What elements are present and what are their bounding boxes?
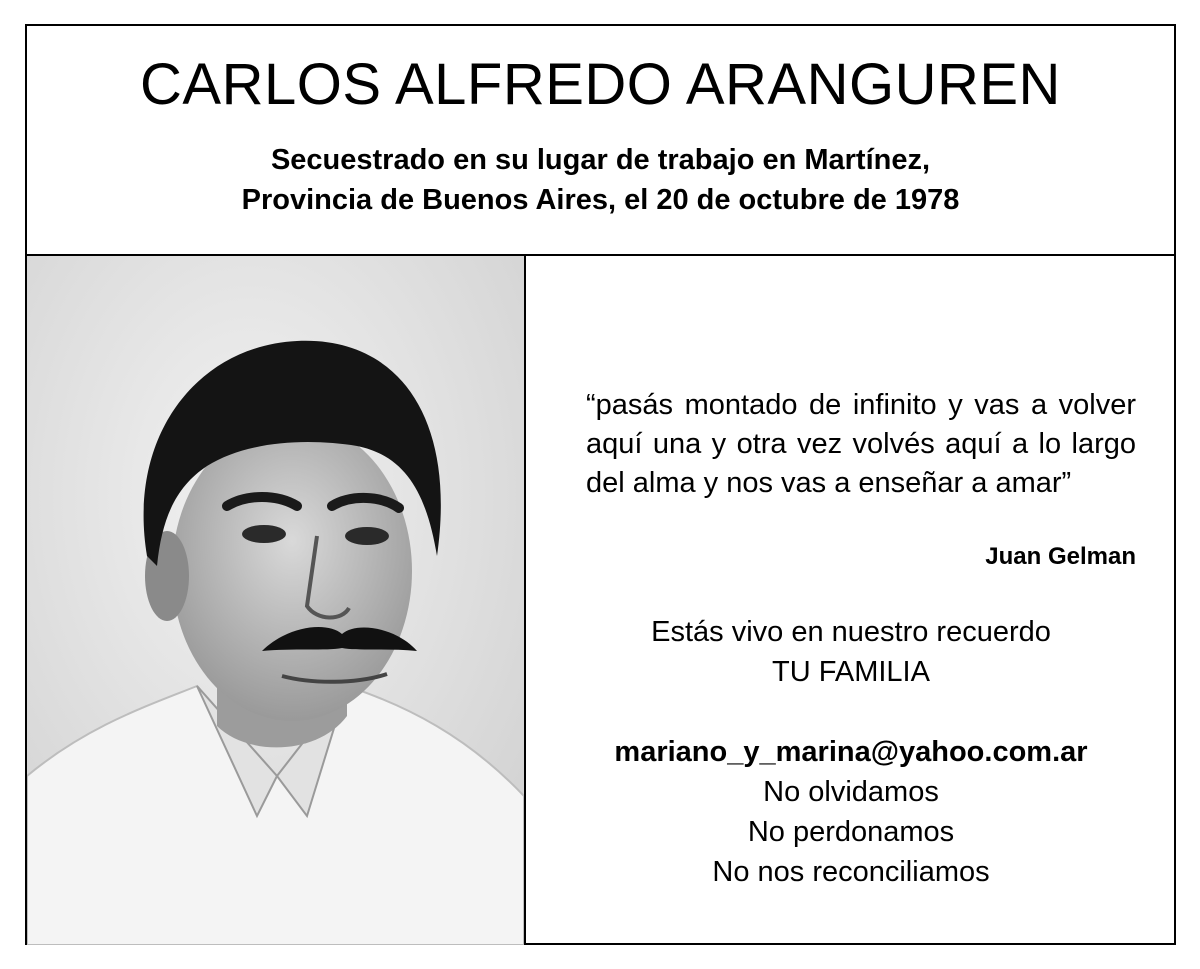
portrait-illustration	[27, 256, 524, 945]
slogan-no-olvidamos: No olvidamos	[763, 776, 939, 808]
quote-author: Juan Gelman	[985, 543, 1136, 570]
slogan-no-nos-reconciliamos: No nos reconciliamos	[712, 856, 990, 888]
header	[27, 26, 1174, 256]
memorial-frame	[25, 24, 1176, 945]
subtitle-line-2: Provincia de Buenos Aires, el 20 de octubre de 1978	[241, 184, 960, 216]
memory-line: Estás vivo en nuestro recuerdo	[651, 616, 1051, 648]
text-panel	[526, 256, 1176, 945]
family-signature: TU FAMILIA	[772, 656, 930, 688]
subtitle-line-1: Secuestrado en su lugar de trabajo en Martínez,	[270, 144, 931, 176]
slogan-no-perdonamos: No perdonamos	[747, 816, 955, 848]
abduction-subtitle	[27, 140, 1174, 220]
poem-quote: “pasás montado de infinito y vas a volver aquí una y otra vez volvés aquí a lo largo del alma y nos vas a enseñar a amar”	[586, 389, 1136, 499]
portrait-photo	[27, 256, 526, 945]
contact-email: mariano_y_marina@yahoo.com.ar	[614, 736, 1088, 768]
person-name: CARLOS ALFREDO ARANGUREN	[140, 52, 1061, 117]
